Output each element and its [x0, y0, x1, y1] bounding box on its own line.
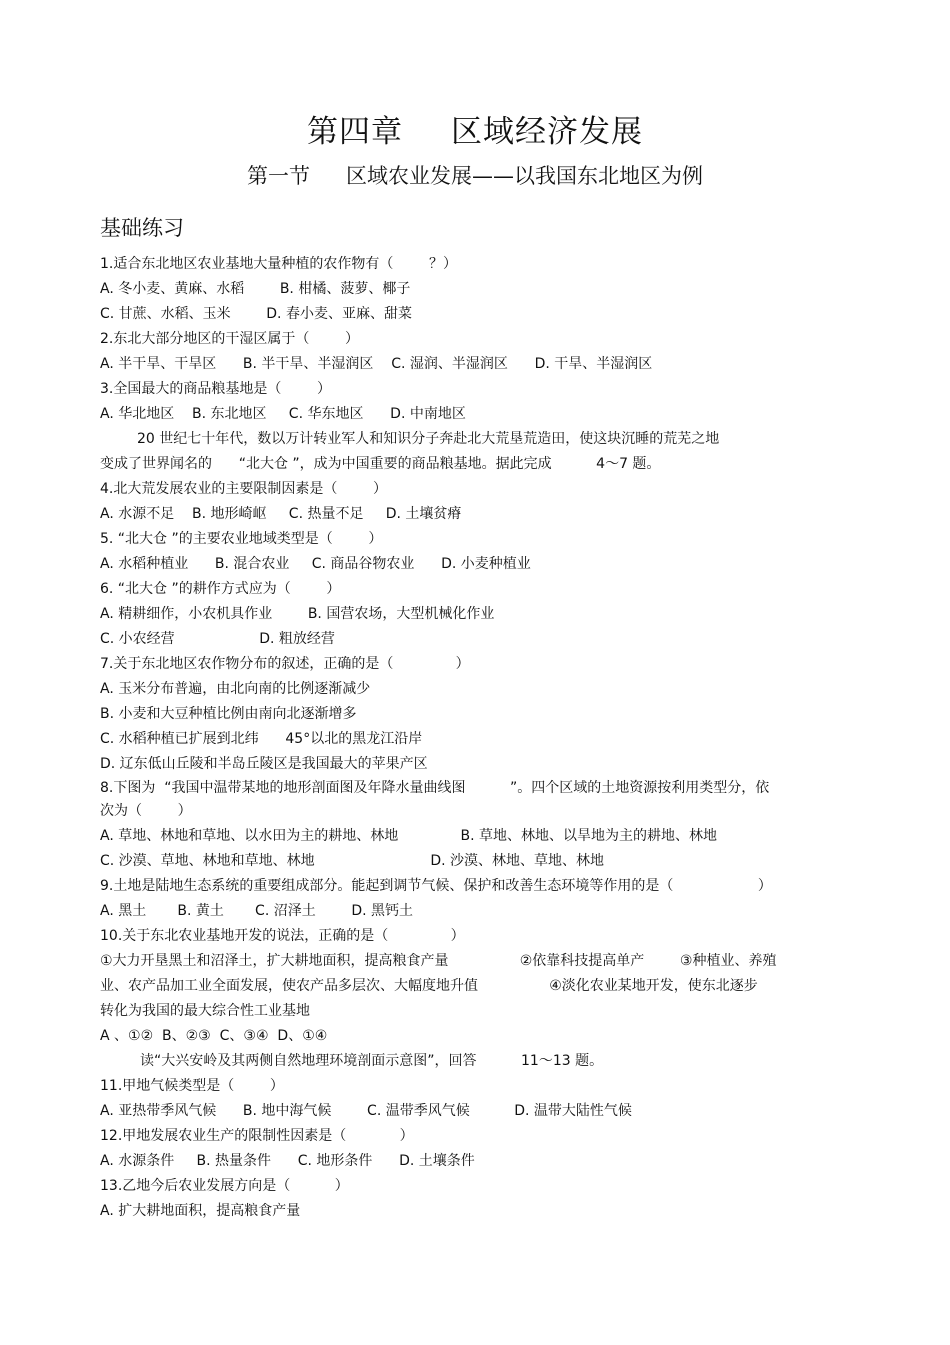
answer-options: A. 冬小麦、黄麻、水稻 B. 柑橘、菠萝、椰子	[100, 281, 411, 297]
chapter-name: 区域经济发展	[451, 114, 643, 150]
answer-options: C. 小农经营 D. 粗放经营	[100, 631, 335, 647]
question-stem-continued: 次为（ ）	[100, 803, 192, 819]
question-stem: 10.关于东北农业基地开发的说法，正确的是（ ）	[100, 928, 465, 944]
chapter-number: 第四章	[307, 114, 403, 150]
question-stem: 1.适合东北地区农业基地大量种植的农作物有（ ？）	[100, 256, 457, 272]
answer-options: A. 华北地区 B. 东北地区 C. 华东地区 D. 中南地区	[100, 406, 466, 422]
question-stem: 9.土地是陆地生态系统的重要组成部分。能起到调节气候、保护和改善生态环境等作用的是（ ）	[100, 878, 772, 894]
question-stem: 12.甲地发展农业生产的限制性因素是（ ）	[100, 1128, 414, 1144]
reading-passage: 变成了世界闻名的 “北大仓 ”，成为中国重要的商品粮基地。据此完成 4～7 题。	[100, 456, 661, 472]
answer-options: A. 水稻种植业 B. 混合农业 C. 商品谷物农业 D. 小麦种植业	[100, 556, 531, 572]
answer-options: A. 水源条件 B. 热量条件 C. 地形条件 D. 土壤条件	[100, 1153, 475, 1169]
question-stem: 8.下图为 “我国中温带某地的地形剖面图及年降水量曲线图 ”。四个区域的土地资源按利用类型分，依	[100, 780, 770, 796]
section-number: 第一节	[247, 164, 310, 188]
question-list	[100, 252, 840, 1224]
reading-prompt: 读“大兴安岭及其两侧自然地理环境剖面示意图”，回答 11～13 题。	[140, 1053, 604, 1069]
statement-list: 转化为我国的最大综合性工业基地	[100, 1003, 310, 1019]
answer-options: A. 亚热带季风气候 B. 地中海气候 C. 温带季风气候 D. 温带大陆性气候	[100, 1103, 632, 1119]
question-stem: 5. “北大仓 ”的主要农业地域类型是（ ）	[100, 531, 383, 547]
statement-list: 业、农产品加工业全面发展，使农产品多层次、大幅度地升值 ④淡化农业某地开发，使东北逐步	[100, 978, 758, 994]
answer-option: C. 水稻种植已扩展到北纬 45°以北的黑龙江沿岸	[100, 731, 423, 747]
answer-options: A. 水源不足 B. 地形崎岖 C. 热量不足 D. 土壤贫瘠	[100, 506, 462, 522]
answer-options: A 、①② B、②③ C、③④ D、①④	[100, 1028, 328, 1044]
question-stem: 7.关于东北地区农作物分布的叙述，正确的是（ ）	[100, 656, 470, 672]
question-stem: 4.北大荒发展农业的主要限制因素是（ ）	[100, 481, 387, 497]
answer-option: A. 扩大耕地面积，提高粮食产量	[100, 1203, 301, 1219]
answer-option: A. 玉米分布普遍，由北向南的比例逐渐减少	[100, 681, 371, 697]
question-stem: 13.乙地今后农业发展方向是（ ）	[100, 1178, 349, 1194]
answer-options: A. 精耕细作，小农机具作业 B. 国营农场，大型机械化作业	[100, 606, 495, 622]
question-stem: 11.甲地气候类型是（ ）	[100, 1078, 284, 1094]
answer-options: A. 半干旱、干旱区 B. 半干旱、半湿润区 C. 湿润、半湿润区 D. 干旱、半湿润区	[100, 356, 653, 372]
section-name: 区域农业发展——以我国东北地区为例	[346, 164, 703, 188]
chapter-title	[0, 106, 950, 151]
answer-options: A. 草地、林地和草地、以水田为主的耕地、林地 B. 草地、林地、以旱地为主的耕地、林地	[100, 828, 718, 844]
answer-options: A. 黑土 B. 黄土 C. 沼泽土 D. 黑钙土	[100, 903, 413, 919]
question-stem: 2.东北大部分地区的干湿区属于（ ）	[100, 331, 359, 347]
exercise-heading: 基础练习	[100, 216, 184, 240]
reading-passage: 20 世纪七十年代，数以万计转业军人和知识分子奔赴北大荒垦荒造田，使这块沉睡的荒芜之地	[137, 431, 720, 447]
answer-option: B. 小麦和大豆种植比例由南向北逐渐增多	[100, 706, 357, 722]
question-stem: 6. “北大仓 ”的耕作方式应为（ ）	[100, 581, 341, 597]
section-title	[0, 160, 950, 190]
answer-options: C. 甘蔗、水稻、玉米 D. 春小麦、亚麻、甜菜	[100, 306, 412, 322]
question-stem: 3.全国最大的商品粮基地是（ ）	[100, 381, 331, 397]
statement-list: ①大力开垦黑土和沼泽土，扩大耕地面积，提高粮食产量 ②依靠科技提高单产 ③种植业、养殖	[100, 953, 777, 969]
answer-options: C. 沙漠、草地、林地和草地、林地 D. 沙漠、林地、草地、林地	[100, 853, 605, 869]
answer-option: D. 辽东低山丘陵和半岛丘陵区是我国最大的苹果产区	[100, 756, 428, 772]
